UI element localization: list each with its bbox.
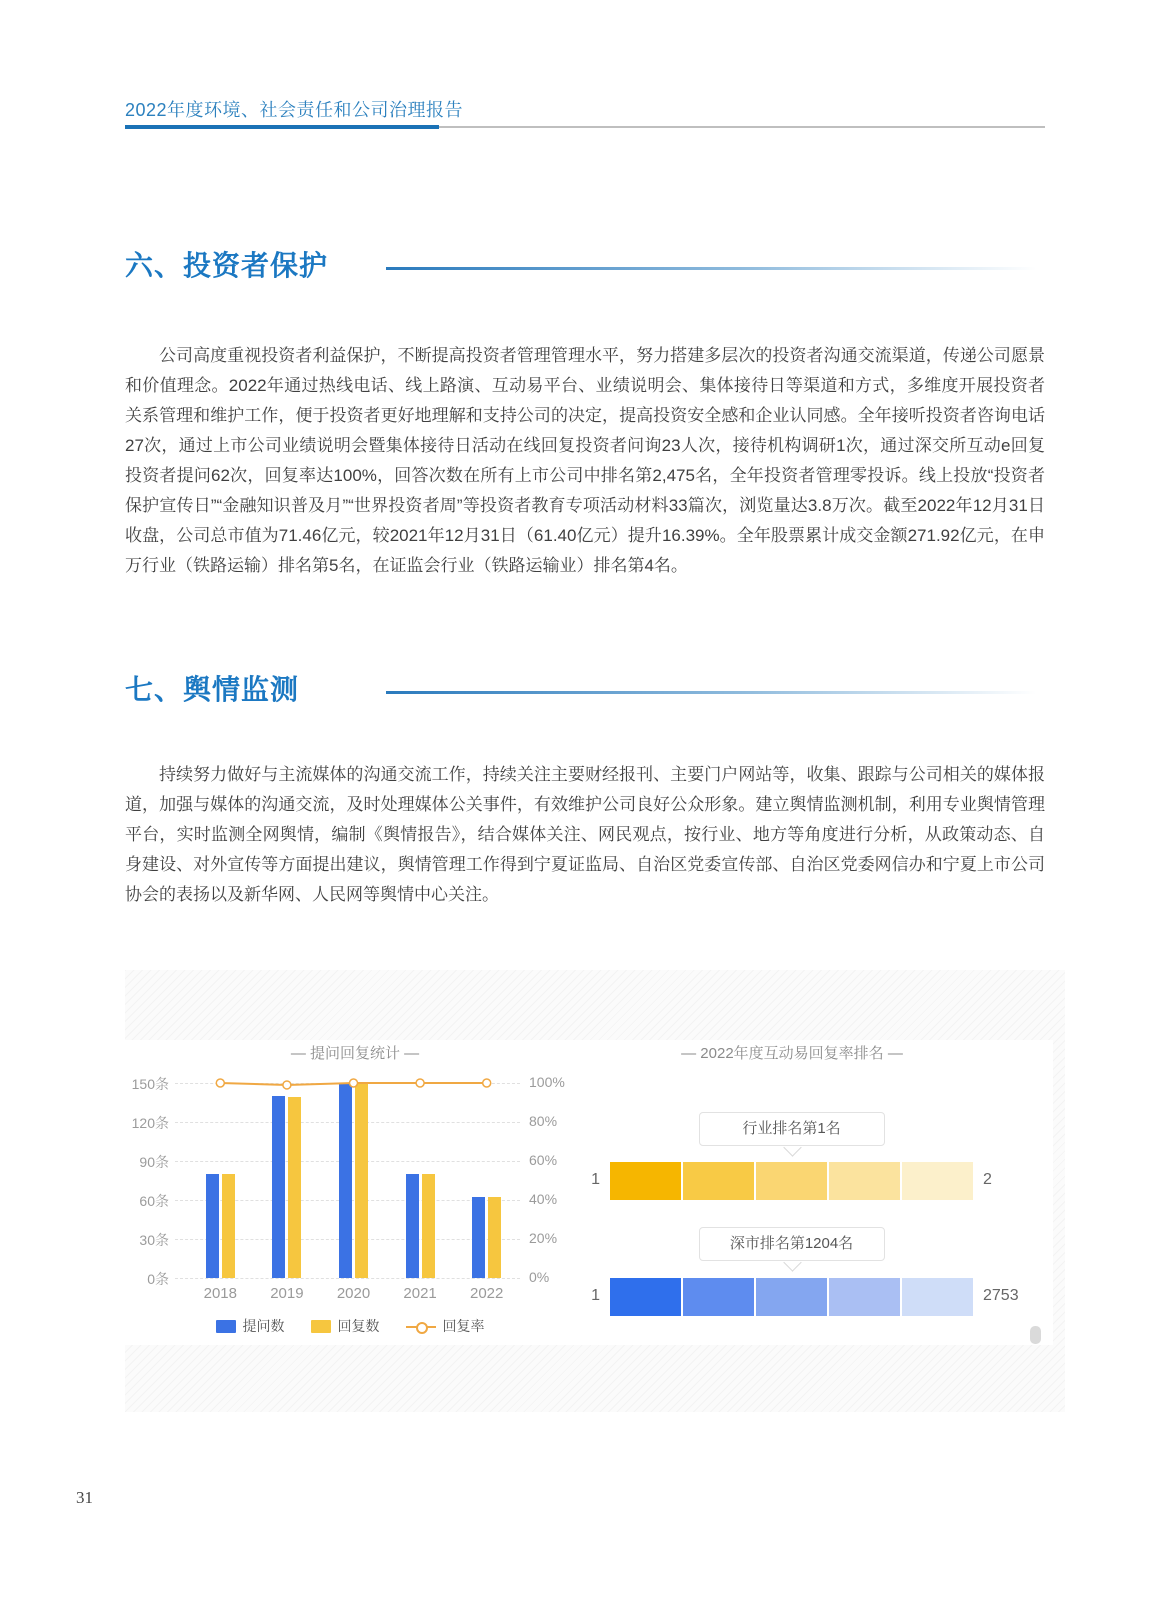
x-axis-label: 2021 xyxy=(403,1285,437,1302)
bar-提问数-2018 xyxy=(206,1174,219,1278)
rank-end-label: 2753 xyxy=(983,1287,1019,1304)
legend-label: 提问数 xyxy=(242,1318,285,1334)
y-axis-right-label: 0% xyxy=(529,1269,550,1285)
y-axis-left-label: 0条 xyxy=(147,1271,169,1287)
y-axis-left-label: 30条 xyxy=(139,1232,169,1248)
y-axis-right-label: 40% xyxy=(529,1191,558,1207)
legend-marker-circle xyxy=(416,1322,428,1334)
bar-回复数-2022 xyxy=(488,1197,501,1278)
legend-item-回复数 xyxy=(311,1316,380,1336)
section-title-opinion-monitoring: 七、舆情监测 xyxy=(125,674,300,705)
bar-提问数-2022 xyxy=(472,1197,485,1278)
y-axis-left-label: 120条 xyxy=(131,1115,169,1131)
header-divider-gray xyxy=(439,126,1045,128)
legend-label: 回复率 xyxy=(442,1318,485,1334)
section-title-investor-protection: 六、投资者保护 xyxy=(125,250,329,281)
header-divider-blue xyxy=(125,125,439,129)
bar-回复数-2020 xyxy=(355,1083,368,1278)
qa-stats-chart xyxy=(125,1040,575,1345)
x-axis-label: 2022 xyxy=(470,1285,504,1302)
legend-swatch-回复数 xyxy=(311,1320,331,1333)
rank-callout: 行业排名第1名 xyxy=(699,1112,885,1146)
gridline xyxy=(175,1278,520,1279)
qa-stats-chart-title: — 提问回复统计 — xyxy=(290,1045,420,1062)
x-axis-label: 2020 xyxy=(336,1285,371,1302)
y-axis-right-label: 60% xyxy=(529,1152,558,1168)
ranking-chart xyxy=(570,1040,1053,1345)
bar-提问数-2020 xyxy=(339,1083,352,1278)
ranking-chart-title: — 2022年度互动易回复率排名 — xyxy=(681,1045,903,1062)
bar-回复数-2018 xyxy=(222,1174,235,1278)
rank-callout: 深市排名第1204名 xyxy=(699,1227,885,1261)
rank-bar-segment xyxy=(829,1162,900,1200)
y-axis-right-label: 80% xyxy=(529,1113,558,1129)
legend-item-提问数 xyxy=(216,1316,285,1336)
rank-start-label: 1 xyxy=(591,1171,600,1188)
legend-swatch-提问数 xyxy=(216,1320,236,1333)
section-body-opinion-monitoring: 持续努力做好与主流媒体的沟通交流工作，持续关注主要财经报刊、主要门户网站等，收集、跟踪与公司相关的媒体报道，加强与媒体的沟通交流，及时处理媒体公关事件，有效维护公司良好公众形象。建立舆情监测机制，利用专业舆情管理平台，实时监测全网舆情，编制《舆情报告》，结合媒体关注、网民观点，按行业、地方等角度进行分析，从政策动态、自身建设、对外宣传等方面提出建议，舆情管理工作得到宁夏证监局、自治区党委宣传部、自治区党委网信办和宁夏上市公司协会的表扬以及新华网、人民网等舆情中心关注。 xyxy=(125,765,1045,904)
y-axis-right-label: 20% xyxy=(529,1230,558,1246)
rank-bar-segment xyxy=(829,1278,900,1316)
rank-bar-segment xyxy=(683,1278,754,1316)
y-axis-right-label: 100% xyxy=(529,1074,565,1090)
bar-回复数-2021 xyxy=(422,1174,435,1278)
bar-提问数-2021 xyxy=(406,1174,419,1278)
x-axis-label: 2019 xyxy=(270,1285,304,1302)
y-axis-left-label: 90条 xyxy=(139,1154,169,1170)
rank-bar-segment xyxy=(610,1278,681,1316)
rank-bar-segment xyxy=(756,1278,827,1316)
section-rule xyxy=(386,267,1036,270)
legend-label: 回复数 xyxy=(337,1318,380,1334)
rank-bar-segment xyxy=(902,1278,973,1316)
legend-item-回复率 xyxy=(406,1316,485,1336)
section-rule xyxy=(386,691,1036,694)
charts-screenshot xyxy=(125,970,1065,1412)
bar-回复数-2019 xyxy=(288,1097,301,1278)
rank-bar-segment xyxy=(610,1162,681,1200)
charts-panel xyxy=(125,1040,1053,1345)
bar-提问数-2019 xyxy=(272,1096,285,1278)
chart-legend xyxy=(125,1316,575,1336)
rank-start-label: 1 xyxy=(591,1287,600,1304)
section-body-investor-protection: 公司高度重视投资者利益保护，不断提高投资者管理管理水平，努力搭建多层次的投资者沟通交流渠道，传递公司愿景和价值理念。2022年通过热线电话、线上路演、互动易平台、业绩说明会、集体接待日等渠道和方式，多维度开展投资者关系管理和维护工作，便于投资者更好地理解和支持公司的决定，提高投资安全感和企业认同感。全年接听投资者咨询电话27次，通过上市公司业绩说明会暨集体接待日活动在线回复投资者问询23人次，接待机构调研1次，通过深交所互动e回复投资者提问62次，回复率达100%，回答次数在所有上市公司中排名第2,475名，全年投资者管理零投诉。线上投放“投资者保护宣传日”“金融知识普及月”“世界投资者周”等投资者教育专项活动材料33篇次，浏览量达3.8万次。截至2022年12月31日收盘，公司总市值为71.46亿元，较2021年12月31日（61.40亿元）提升16.39%。全年股票累计成交金额271.92亿元，在申万行业（铁路运输）排名第5名，在证监会行业（铁路运输业）排名第4名。 xyxy=(125,346,1045,575)
y-axis-left-label: 60条 xyxy=(139,1193,169,1209)
rank-bar-segment xyxy=(902,1162,973,1200)
legend-marker-回复率 xyxy=(406,1320,436,1333)
rank-bar-segment xyxy=(683,1162,754,1200)
rank-end-label: 2 xyxy=(983,1171,992,1188)
scrollbar-thumb[interactable] xyxy=(1030,1326,1041,1344)
report-header-title: 2022年度环境、社会责任和公司治理报告 xyxy=(125,100,464,120)
rank-bar-segment xyxy=(756,1162,827,1200)
y-axis-left-label: 150条 xyxy=(131,1076,169,1092)
x-axis-label: 2018 xyxy=(203,1285,237,1302)
page-number: 31 xyxy=(76,1488,93,1507)
